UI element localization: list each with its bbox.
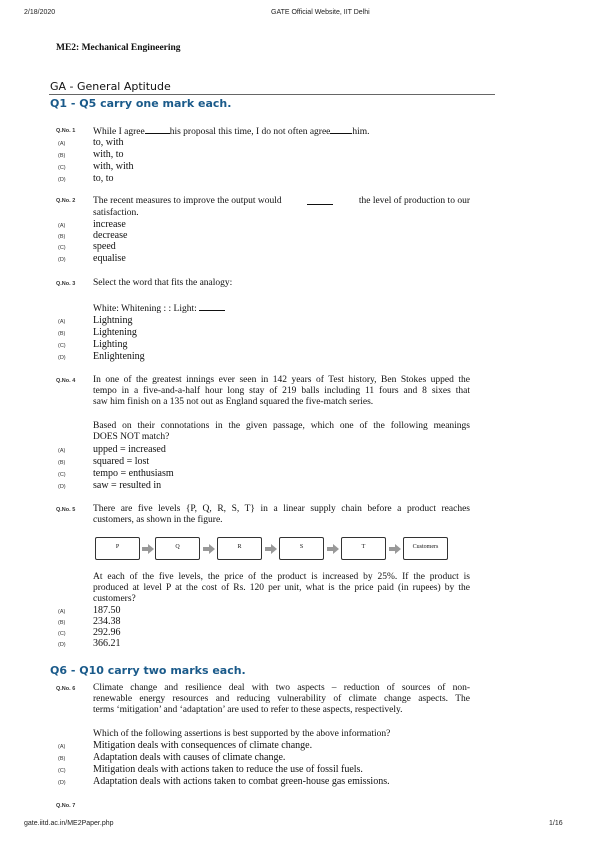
question-text-part: While I agree [93, 127, 145, 137]
question-number: Q.No. 3 [56, 281, 76, 287]
chain-label: Customers [412, 544, 439, 550]
passage-line: In one of the greatest innings ever seen in 142 years of Test history, Ben Stokes upped the [93, 375, 470, 385]
option-label: (C) [58, 343, 66, 349]
option-label: (C) [58, 165, 66, 171]
option-text: Mitigation deals with actions taken to reduce the use of fossil fuels. [93, 764, 363, 775]
question-text: Based on their connotations in the given passage, which one of the following meanings [93, 421, 470, 431]
option-text: to, to [93, 173, 114, 184]
question-text-part: the level of production to our [358, 196, 470, 206]
question-number: Q.No. 1 [56, 128, 76, 134]
arrow-right-icon [203, 544, 215, 554]
option-label: (C) [58, 631, 66, 637]
question-text: satisfaction. [93, 208, 139, 218]
blank [307, 196, 333, 205]
question-text-part: him. [352, 127, 370, 137]
passage-line: tempo in a five-and-a-half hour long stay of 219 balls including 11 fours and 8 sixes that [93, 386, 470, 396]
option-label: (A) [58, 609, 66, 615]
option-text: saw = resulted in [93, 480, 162, 491]
question-text: produced at level P at the cost of Rs. 120 per unit, what is the price paid (in rupees) by the [93, 583, 470, 593]
option-label: (D) [58, 257, 66, 263]
question-text: Select the word that fits the analogy: [93, 278, 233, 288]
option-text: with, with [93, 161, 134, 172]
question-text: customers, as shown in the figure. [93, 515, 223, 525]
blank [145, 125, 170, 134]
chain-label: S [299, 544, 304, 550]
subsection-two-marks: Q6 - Q10 carry two marks each. [50, 664, 246, 677]
question-text: There are five levels {P, Q, R, S, T} in a linear supply chain before a product reaches [93, 504, 470, 514]
arrow-right-icon [389, 544, 401, 554]
option-text: 187.50 [93, 605, 121, 616]
option-text: Lightning [93, 315, 133, 326]
option-label: (B) [58, 756, 66, 762]
question-number: Q.No. 4 [56, 378, 76, 384]
option-text: tempo = enthusiasm [93, 468, 174, 479]
exam-title: ME2: Mechanical Engineering [56, 43, 181, 53]
question-text [93, 196, 470, 207]
question-text-part: his proposal this time, I do not often agree [169, 127, 331, 137]
option-label: (A) [58, 223, 66, 229]
option-label: (A) [58, 319, 66, 325]
page-number: 1/16 [549, 820, 563, 827]
print-url: gate.iitd.ac.in/ME2Paper.php [24, 820, 114, 827]
question-text: Which of the following assertions is best supported by the above information? [93, 729, 391, 739]
arrow-right-icon [142, 544, 154, 554]
section-title: GA - General Aptitude [50, 80, 171, 93]
option-label: (D) [58, 177, 66, 183]
question-text: At each of the five levels, the price of the product is increased by 25%. If the product is [93, 572, 470, 582]
option-label: (C) [58, 245, 66, 251]
blank [330, 125, 352, 134]
passage-line: saw him finish on a 135 not out as England squared the five-match series. [93, 397, 374, 407]
option-text: Lighting [93, 339, 128, 350]
chain-label: Q [175, 544, 180, 550]
option-text: decrease [93, 230, 128, 241]
question-text-part: The recent measures to improve the output would [93, 196, 282, 206]
question-number: Q.No. 6 [56, 686, 76, 692]
option-text: 234.38 [93, 616, 121, 627]
question-number: Q.No. 5 [56, 507, 76, 513]
question-text [93, 125, 370, 138]
option-label: (A) [58, 744, 66, 750]
option-text: squared = lost [93, 456, 150, 467]
option-text: Enlightening [93, 351, 145, 362]
option-label: (B) [58, 234, 66, 240]
passage-line: Climate change and resilience deal with two aspects – reduction of sources of non- [93, 683, 470, 693]
option-label: (B) [58, 620, 66, 626]
passage-line: renewable energy resources and reducing vulnerability of climate change aspects. The [93, 694, 470, 704]
option-text: with, to [93, 149, 124, 160]
option-label: (C) [58, 768, 66, 774]
option-text: Adaptation deals with actions taken to combat green-house gas emissions. [93, 776, 390, 787]
option-label: (B) [58, 153, 66, 159]
analogy-text [93, 302, 225, 315]
option-label: (B) [58, 331, 66, 337]
option-label: (D) [58, 484, 66, 490]
option-label: (A) [58, 448, 66, 454]
option-text: to, with [93, 137, 124, 148]
arrow-right-icon [327, 544, 339, 554]
question-text: customers? [93, 594, 136, 604]
option-label: (A) [58, 141, 66, 147]
question-number: Q.No. 7 [56, 803, 76, 809]
option-text: 292.96 [93, 627, 121, 638]
section-divider [49, 94, 495, 95]
print-site-title: GATE Official Website, IIT Delhi [271, 9, 370, 16]
option-text: equalise [93, 253, 126, 264]
option-text: 366.21 [93, 638, 121, 649]
print-date: 2/18/2020 [24, 9, 56, 16]
option-text: Mitigation deals with consequences of climate change. [93, 740, 313, 751]
option-text: speed [93, 241, 116, 252]
question-number: Q.No. 2 [56, 198, 76, 204]
arrow-right-icon [265, 544, 277, 554]
blank [199, 302, 225, 311]
chain-label: P [115, 544, 120, 550]
subsection-one-mark: Q1 - Q5 carry one mark each. [50, 97, 232, 110]
option-text: Adaptation deals with causes of climate change. [93, 752, 286, 763]
chain-label: T [361, 544, 366, 550]
chain-label: R [237, 544, 242, 550]
question-text: DOES NOT match? [93, 432, 170, 442]
option-text: increase [93, 219, 126, 230]
option-text: upped = increased [93, 444, 166, 455]
option-label: (B) [58, 460, 66, 466]
option-label: (D) [58, 642, 66, 648]
option-text: Lightening [93, 327, 137, 338]
option-label: (C) [58, 472, 66, 478]
option-label: (D) [58, 780, 66, 786]
analogy-part: White: Whitening : : Light: [93, 304, 197, 314]
option-label: (D) [58, 355, 66, 361]
passage-line: terms ‘mitigation’ and ‘adaptation’ are used to refer to these aspects, respectively. [93, 705, 403, 715]
